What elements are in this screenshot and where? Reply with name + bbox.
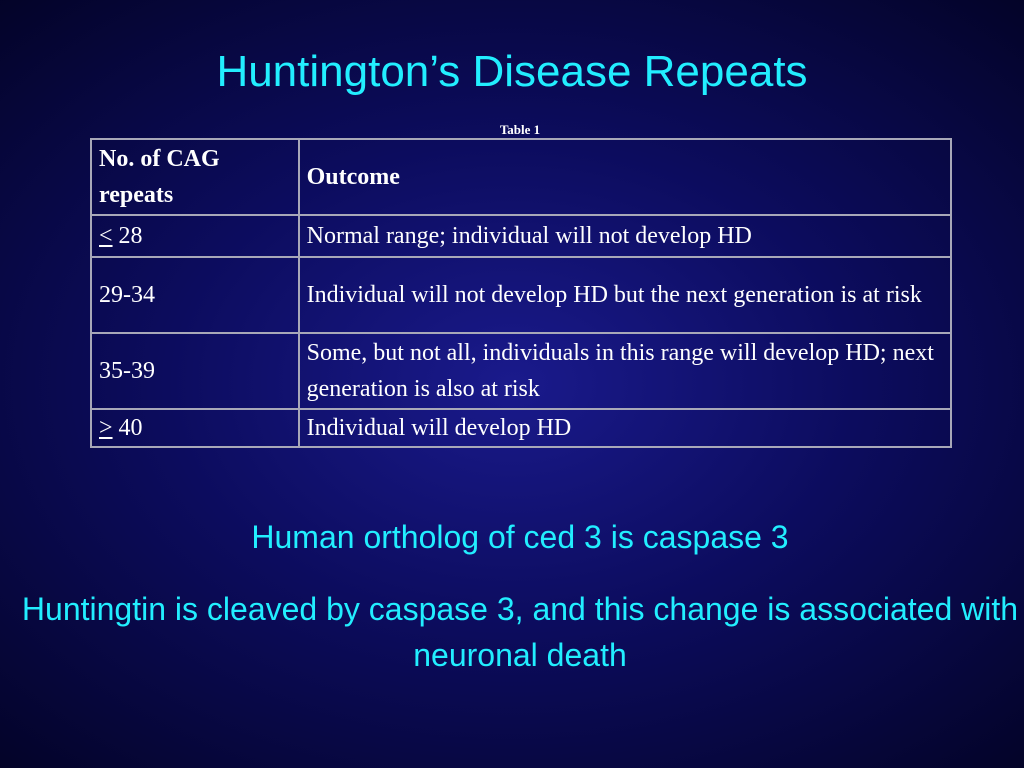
greater-than-sign: > bbox=[99, 415, 113, 441]
huntingtin-cleavage-note: Huntingtin is cleaved by caspase 3, and this change is associated with neuronal death bbox=[21, 591, 1019, 673]
table-caption: Table 1 bbox=[499, 122, 541, 137]
header-outcome: Outcome bbox=[299, 139, 951, 215]
repeats-cell: 35-39 bbox=[91, 333, 299, 409]
outcome-cell: Some, but not all, individuals in this range will develop HD; next generation is also at risk bbox=[299, 333, 951, 409]
table-row bbox=[91, 409, 951, 447]
header-cag-repeats: No. of CAG repeats bbox=[91, 139, 299, 215]
less-than-sign: < bbox=[99, 223, 113, 249]
repeats-cell bbox=[91, 409, 299, 447]
caspase-ortholog-note: Human ortholog of ced 3 is caspase 3 bbox=[251, 519, 789, 555]
slide-title: Huntington’s Disease Repeats bbox=[216, 47, 808, 96]
table-header-row bbox=[91, 139, 951, 215]
table-row bbox=[91, 257, 951, 333]
outcome-cell: Individual will not develop HD but the next generation is at risk bbox=[299, 257, 951, 333]
repeats-value: 28 bbox=[112, 223, 143, 249]
repeats-value: 40 bbox=[112, 415, 143, 441]
cag-repeats-table bbox=[90, 138, 952, 448]
repeats-cell bbox=[91, 215, 299, 257]
table-row bbox=[91, 215, 951, 257]
repeats-cell: 29-34 bbox=[91, 257, 299, 333]
outcome-cell: Individual will develop HD bbox=[299, 409, 951, 447]
table-row bbox=[91, 333, 951, 409]
outcome-cell: Normal range; individual will not develop HD bbox=[299, 215, 951, 257]
